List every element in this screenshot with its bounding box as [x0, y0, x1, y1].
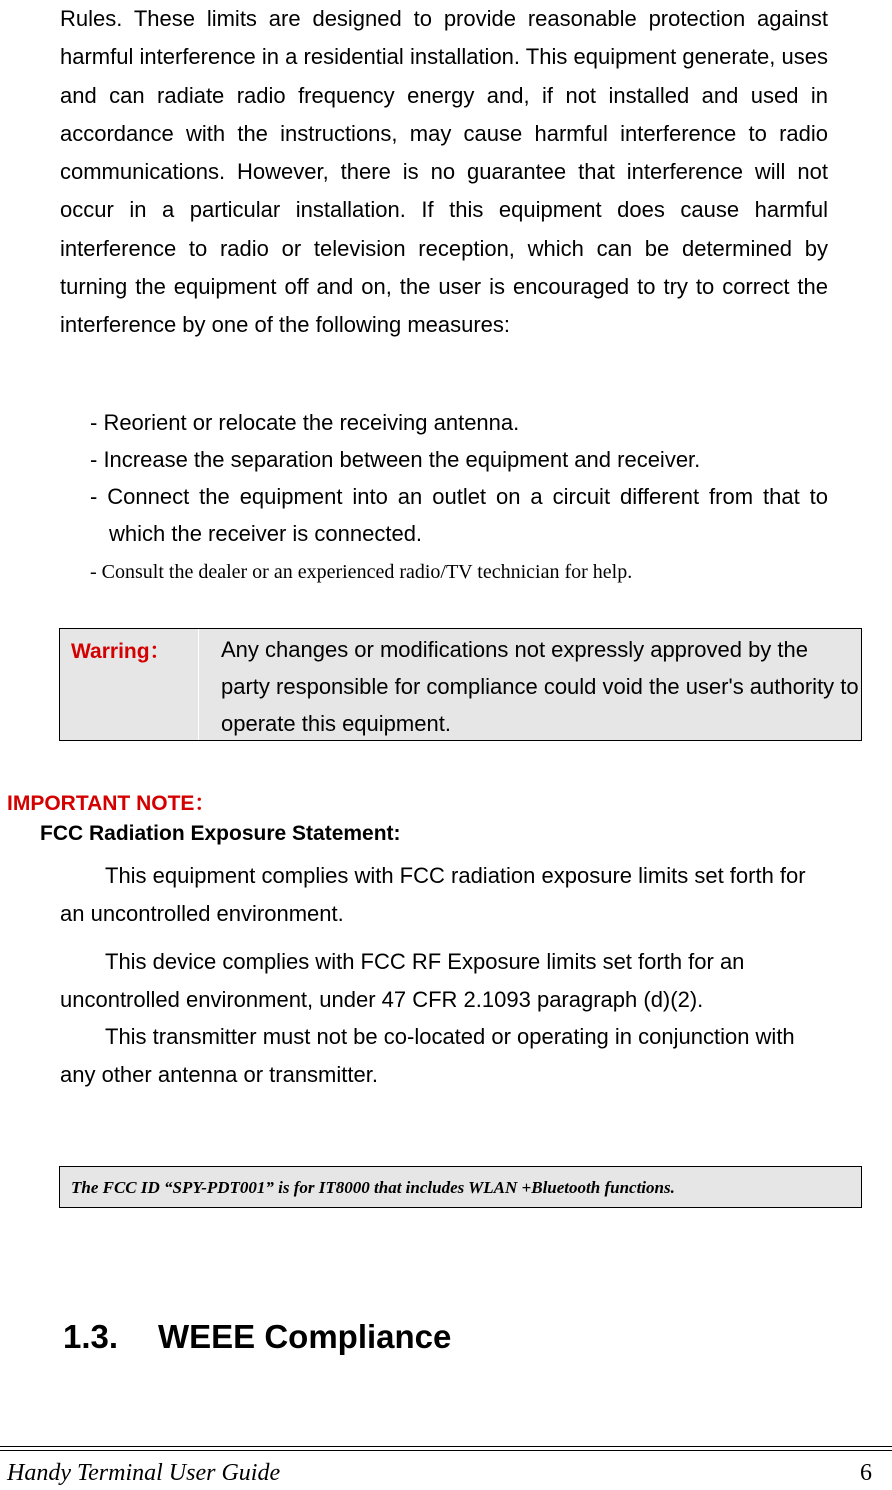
warning-label: Warring： — [71, 640, 171, 663]
footer-title: Handy Terminal User Guide — [7, 1460, 281, 1486]
fcc-id-note: The FCC ID “SPY-PDT001” is for IT8000 that includes WLAN +Bluetooth functions. — [71, 1178, 675, 1197]
list-item: - Consult the dealer or an experienced radio/TV technician for help. — [90, 561, 633, 583]
list-item: - Connect the equipment into an outlet on a circuit different from that to which the receiver is connected. — [90, 484, 828, 546]
footer-rule-bottom — [0, 1450, 892, 1451]
page-number: 6 — [860, 1460, 872, 1486]
warning-text: Any changes or modifications not expressly approved by the party responsible for compliance could void the user's authority to operate this equipment. — [221, 637, 859, 736]
fcc-paragraph-1: This equipment complies with FCC radiation exposure limits set forth for an uncontrolled environment. — [60, 863, 806, 926]
section-number: 1.3. — [63, 1318, 119, 1355]
list-item: - Reorient or relocate the receiving antenna. — [90, 410, 520, 435]
list-item: - Increase the separation between the equipment and receiver. — [90, 447, 701, 472]
fcc-paragraph-2: This device complies with FCC RF Exposure limits set forth for an uncontrolled environment, under 47 CFR 2.1093 paragraph (d)(2). — [60, 949, 745, 1012]
section-heading — [63, 1318, 451, 1356]
important-note-heading: IMPORTANT NOTE： — [7, 792, 216, 815]
warning-divider — [198, 629, 199, 740]
intro-paragraph: Rules. These limits are designed to provide reasonable protection against harmful interference in a residential installation. This equipment generate, uses and can radiate radio frequency energy and, if not installed and used in accordance with the instructions, may cause harmful interference to radio communications. However, there is no guarantee that interference will not occur in a particular installation. If this equipment does cause harmful interference to radio or television reception, which can be determined by turning the equipment off and on, the user is encouraged to try to correct the interference by one of the following measures: — [60, 6, 828, 338]
section-title: WEEE Compliance — [158, 1318, 452, 1355]
fcc-id-box — [59, 1166, 862, 1208]
fcc-paragraph-3: This transmitter must not be co-located or operating in conjunction with any other antenna or transmitter. — [60, 1024, 795, 1087]
warning-box — [59, 628, 862, 741]
footer-rule-top — [0, 1446, 892, 1447]
fcc-exposure-heading: FCC Radiation Exposure Statement: — [40, 822, 401, 845]
measures-list — [90, 404, 828, 591]
